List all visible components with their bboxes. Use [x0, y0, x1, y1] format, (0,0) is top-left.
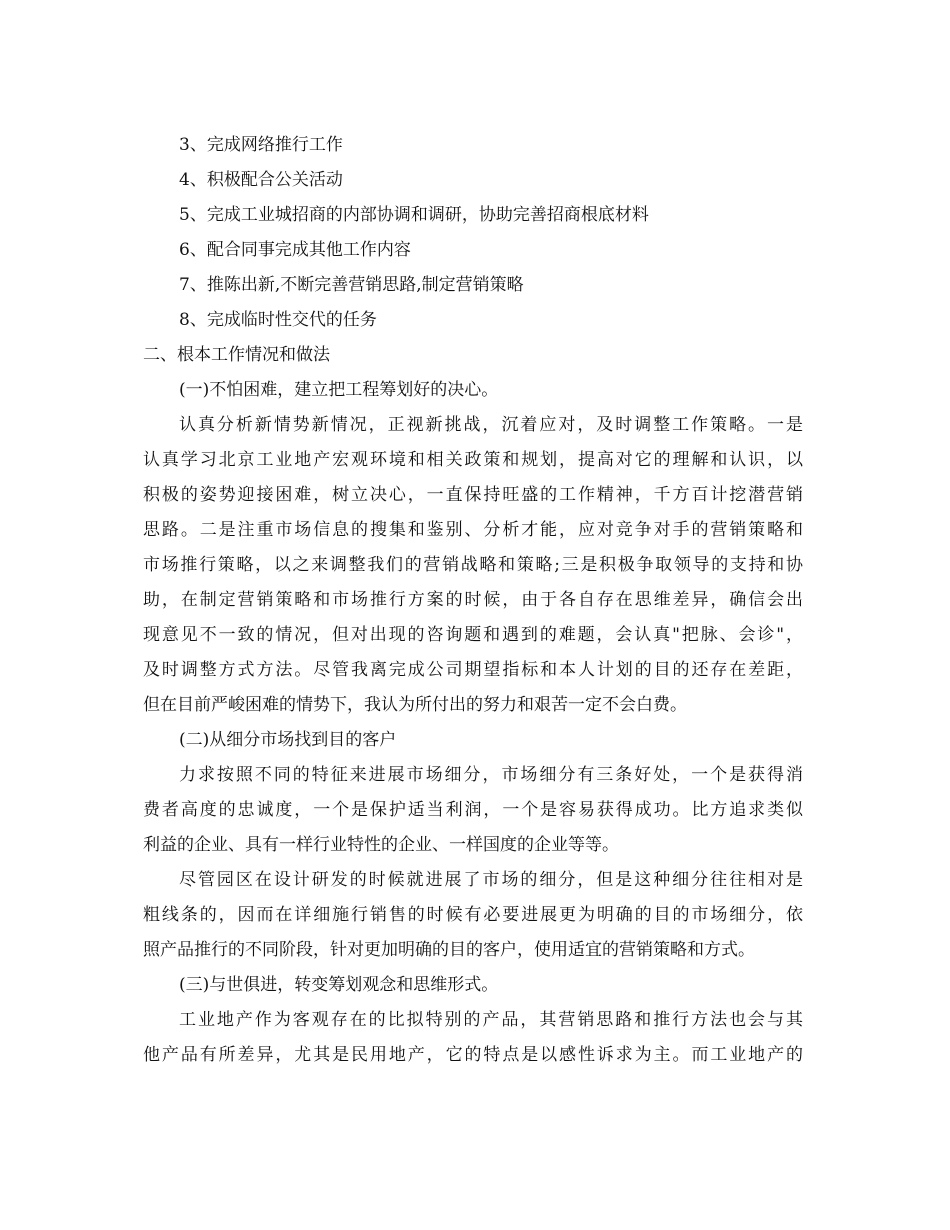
paragraph-line: 思路。二是注重市场信息的搜集和鉴别、分析才能，应对竞争对手的营销策略和: [143, 520, 803, 540]
paragraph-line: 助，在制定营销策略和市场推行方案的时候，由于各自存在思维差异，确信会出: [143, 590, 803, 610]
paragraph-3: [143, 863, 803, 968]
paragraph-line: 费者高度的忠诚度，一个是保护适当利润，一个是容易获得成功。比方追求类似: [143, 800, 803, 820]
paragraph-line: 及时调整方式方法。尽管我离完成公司期望指标和本人计划的目的还存在差距，: [143, 660, 803, 680]
subsection-heading-2: (二)从细分市场找到目的客户: [179, 730, 397, 750]
paragraph-line: 工业地产作为客观存在的比拟特别的产品，其营销思路和推行方法也会与其: [179, 1010, 803, 1030]
paragraph-line: 利益的企业、具有一样行业特性的企业、一样国度的企业等等。: [143, 835, 619, 855]
paragraph-4: [143, 1003, 803, 1073]
paragraph-line: 积极的姿势迎接困难，树立决心，一直保持旺盛的工作精神，千方百计挖潜营销: [143, 485, 803, 505]
document-body: [143, 128, 803, 1073]
section-heading: 二、根本工作情况和做法: [143, 345, 330, 365]
task-item-4: 4、积极配合公关活动: [179, 170, 343, 190]
paragraph-line: 粗线条的，因而在详细施行销售的时候有必要进展更为明确的目的市场细分，依: [143, 905, 803, 925]
paragraph-line: 照产品推行的不同阶段，针对更加明确的目的客户，使用适宜的营销策略和方式。: [143, 940, 755, 960]
paragraph-line: 认真学习北京工业地产宏观环境和相关政策和规划，提高对它的理解和认识，以: [143, 450, 803, 470]
paragraph-2: [143, 758, 803, 863]
paragraph-line: 现意见不一致的情况，但对出现的咨询题和遇到的难题，会认真"把脉、会诊"，: [143, 625, 803, 645]
task-item-3: 3、完成网络推行工作: [179, 135, 343, 155]
paragraph-line: 但在目前严峻困难的情势下，我认为所付出的努力和艰苦一定不会白费。: [143, 695, 687, 715]
paragraph-line: 力求按照不同的特征来进展市场细分，市场细分有三条好处，一个是获得消: [179, 765, 803, 785]
task-item-7: 7、推陈出新,不断完善营销思路,制定营销策略: [179, 275, 524, 295]
paragraph-line: 他产品有所差异，尤其是民用地产，它的特点是以感性诉求为主。而工业地产的: [143, 1045, 803, 1065]
task-item-5: 5、完成工业城招商的内部协调和调研，协助完善招商根底材料: [179, 205, 649, 225]
paragraph-1: [143, 408, 803, 723]
subsection-heading-1: (一)不怕困难，建立把工程筹划好的决心。: [179, 380, 499, 400]
subsection-heading-3: (三)与世俱进，转变筹划观念和思维形式。: [179, 975, 499, 995]
paragraph-line: 认真分析新情势新情况，正视新挑战，沉着应对，及时调整工作策略。一是: [179, 415, 803, 435]
paragraph-line: 市场推行策略，以之来调整我们的营销战略和策略;三是积极争取领导的支持和协: [143, 555, 803, 575]
task-item-6: 6、配合同事完成其他工作内容: [179, 240, 411, 260]
task-item-8: 8、完成临时性交代的任务: [179, 310, 377, 330]
paragraph-line: 尽管园区在设计研发的时候就进展了市场的细分，但是这种细分往往相对是: [179, 870, 803, 890]
